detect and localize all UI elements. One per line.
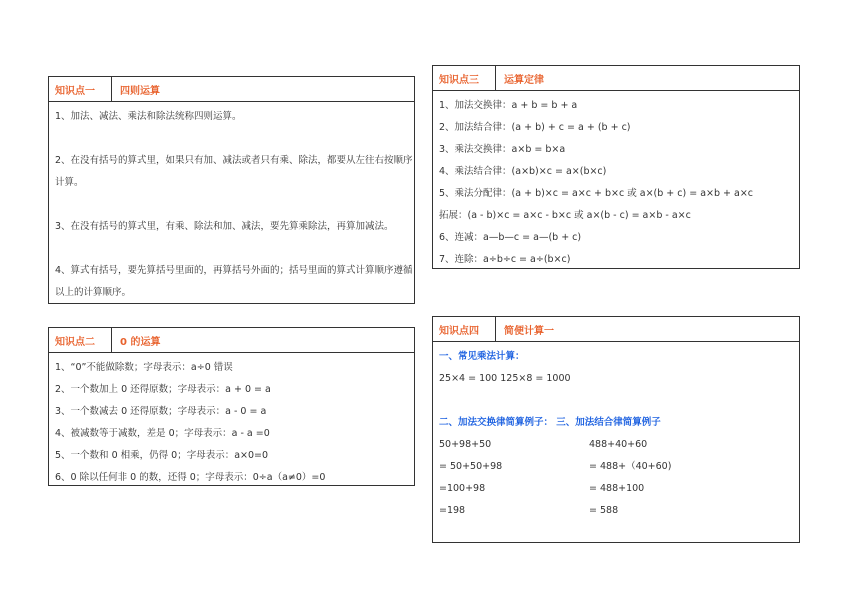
- text-line: = 588: [589, 505, 619, 516]
- text-line: =100+98: [439, 483, 486, 494]
- section-heading: 一、常见乘法计算：: [439, 351, 525, 362]
- text-line: 以上的计算顺序。: [55, 287, 132, 298]
- text-line: 3、乘法交换律：a×b = b×a: [439, 144, 566, 155]
- text-line: 1、加法交换律：a + b = b + a: [439, 100, 578, 111]
- text-line: 1、加法、减法、乘法和除法统称四则运算。: [55, 111, 242, 122]
- text-line: 2、加法结合律：(a + b) + c = a + (b + c): [439, 122, 631, 133]
- text-line: 5、一个数和 0 相乘，仍得 0；字母表示：a×0=0: [55, 450, 269, 461]
- card-operation-laws: [432, 65, 800, 269]
- text-line: 5、乘法分配律：(a + b)×c = a×c + b×c 或 a×(b + c) = a×b + a×c: [439, 188, 754, 199]
- card-title: 四则运算: [120, 85, 160, 97]
- card-arithmetic: [48, 76, 415, 304]
- card-body: [49, 353, 414, 493]
- text-line: 4、算式有括号，要先算括号里面的，再算括号外面的；括号里面的算式计算顺序遵循: [55, 265, 413, 276]
- text-line: =198: [439, 505, 466, 516]
- card-title: 0 的运算: [120, 336, 161, 348]
- card-header: [49, 328, 414, 353]
- text-line: 6、连减：a—b—c = a—(b + c): [439, 232, 582, 243]
- card-tag: 知识点四: [433, 317, 496, 341]
- text-line: 拓展：(a - b)×c = a×c - b×c 或 a×(b - c) = a×b - a×c: [439, 210, 691, 221]
- text-line: = 488+100: [589, 483, 645, 494]
- example-row: [439, 434, 793, 456]
- text-line: 1、“0”不能做除数；字母表示：a÷0 错误: [55, 362, 233, 373]
- card-body: [49, 102, 414, 308]
- text-line: 3、在没有括号的算式里，有乘、除法和加、减法，要先算乘除法，再算加减法。: [55, 221, 394, 232]
- text-line: 6、0 除以任何非 0 的数，还得 0；字母表示：0÷a（a≠0）=0: [55, 472, 326, 483]
- card-body: [433, 342, 799, 526]
- text-line: 2、一个数加上 0 还得原数；字母表示：a + 0 = a: [55, 384, 271, 395]
- text-line: 7、连除：a÷b÷c = a÷(b×c): [439, 254, 571, 265]
- card-zero-operations: [48, 327, 415, 486]
- example-row: [439, 456, 793, 478]
- text-line: 2、在没有括号的算式里，如果只有加、减法或者只有乘、除法，都要从左往右按顺序: [55, 155, 413, 166]
- card-header: [433, 317, 799, 342]
- card-simple-calculation: [432, 316, 800, 543]
- text-line: 488+40+60: [589, 439, 648, 450]
- example-row: [439, 478, 793, 500]
- text-line: 4、乘法结合律：(a×b)×c = a×(b×c): [439, 166, 607, 177]
- card-title: 简便计算一: [504, 325, 554, 337]
- section-heading: 二、加法交换律简算例子： 三、加法结合律简算例子: [439, 417, 661, 428]
- text-line: 3、一个数减去 0 还得原数；字母表示：a - 0 = a: [55, 406, 267, 417]
- text-line: 25×4 = 100 125×8 = 1000: [439, 373, 571, 384]
- card-tag: 知识点三: [433, 66, 496, 90]
- card-body: [433, 91, 799, 275]
- text-line: = 50+50+98: [439, 461, 503, 472]
- text-line: 计算。: [55, 177, 84, 188]
- text-line: 50+98+50: [439, 439, 492, 450]
- text-line: 4、被减数等于减数，差是 0；字母表示：a - a =0: [55, 428, 270, 439]
- example-row: [439, 500, 793, 522]
- card-tag: 知识点二: [49, 328, 112, 352]
- text-line: = 488+（40+60): [589, 461, 672, 472]
- card-header: [433, 66, 799, 91]
- card-tag: 知识点一: [49, 77, 112, 101]
- card-header: [49, 77, 414, 102]
- card-title: 运算定律: [504, 74, 544, 86]
